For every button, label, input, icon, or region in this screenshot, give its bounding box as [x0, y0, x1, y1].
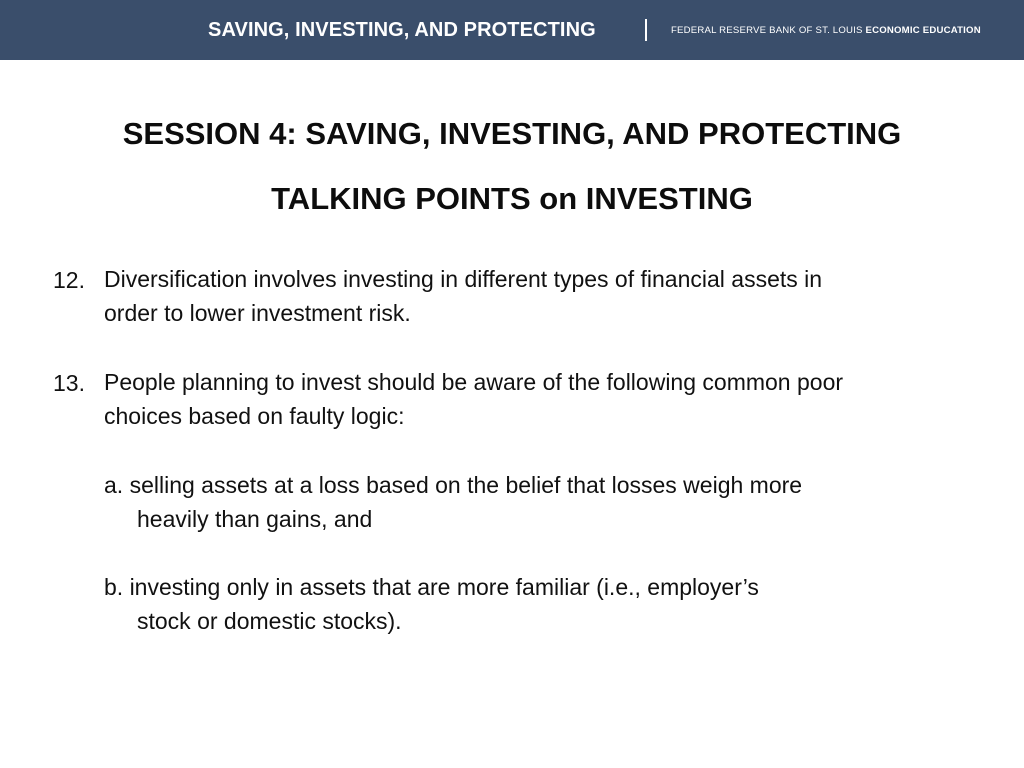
point-13-number: 13.: [53, 370, 85, 396]
point-12-line-1: Diversification involves investing in different types of financial assets in: [104, 266, 823, 292]
point-13-line-2: choices based on faulty logic:: [104, 403, 405, 429]
slide-title: SESSION 4: SAVING, INVESTING, AND PROTECTING: [122, 116, 902, 151]
point-12-number: 12.: [53, 267, 85, 293]
header-divider: [645, 19, 647, 41]
header-bar: [0, 0, 1024, 60]
subitem-b-line-2: stock or domestic stocks).: [137, 608, 402, 634]
subitem-b: [104, 570, 759, 638]
header-org: [671, 25, 981, 36]
subitem-a: [104, 468, 802, 536]
header-org-program: ECONOMIC EDUCATION: [865, 25, 981, 36]
header-title: SAVING, INVESTING, AND PROTECTING: [208, 19, 596, 41]
point-13-text: [104, 365, 843, 433]
slide-subtitle: TALKING POINTS on INVESTING: [271, 181, 753, 216]
point-13-line-1: People planning to invest should be aware of the following common poor: [104, 369, 844, 395]
point-12-line-2: order to lower investment risk.: [104, 300, 411, 326]
subitem-b-line-1: b. investing only in assets that are more familiar (i.e., employer’s: [104, 574, 759, 600]
header-org-name: FEDERAL RESERVE BANK OF ST. LOUIS: [671, 25, 863, 36]
subitem-a-line-1: a. selling assets at a loss based on the belief that losses weigh more: [104, 472, 803, 498]
point-12-text: [104, 262, 822, 330]
subitem-a-line-2: heavily than gains, and: [137, 506, 373, 532]
